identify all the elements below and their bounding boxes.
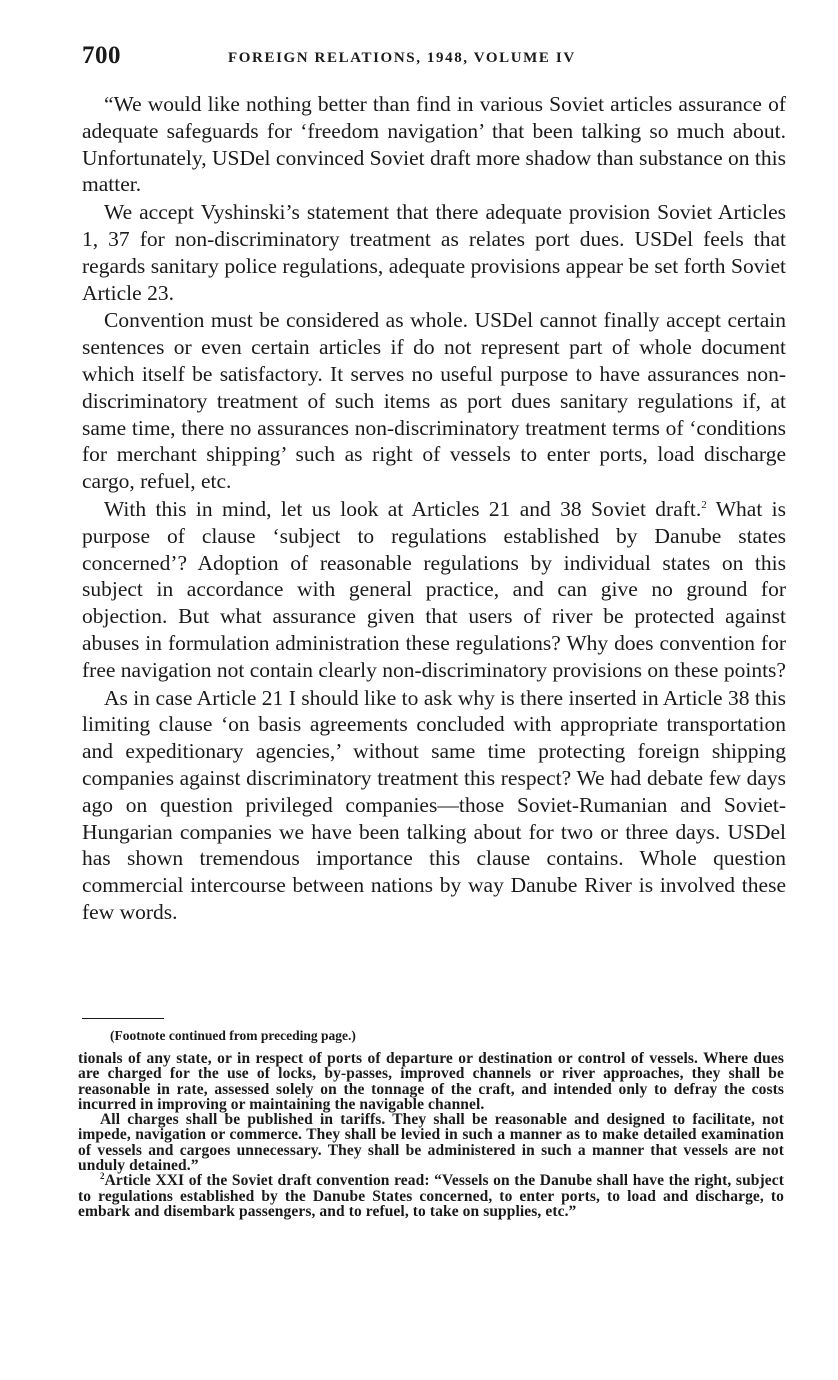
footnote-continued-text: tionals of any state, or in respect of ports of departure or destination or control of vessels. Where dues are charged for the use of locks, by-passes, improved channels or river approaches, they shall be reasonable in rate, assessed solely on the tonnage of the craft, and intended only to defray the costs incurred in improving or maintaining the navigable channel. <box>78 1050 784 1113</box>
footnote-2-marker: 2 <box>100 1171 105 1182</box>
footnote-2 <box>78 1173 784 1219</box>
footnote-continued-label: (Footnote continued from preceding page.) <box>110 1028 356 1043</box>
footnote-divider <box>82 1018 164 1019</box>
paragraph-5: As in case Article 21 I should like to ask why is there inserted in Article 38 this limiting clause ‘on basis agreements concluded with appropriate transportation and expeditionary agencies,’ without same time protecting foreign shipping companies against discriminatory treatment this respect? We had debate few days ago on question privileged companies—those Soviet-Rumanian and Soviet-Hungarian companies we have been talking about for two or three days. USDel has shown tremendous importance this clause contains. Whole question commercial intercourse between nations by way Danube River is involved these few words. <box>82 685 786 924</box>
footnote-2-text: Article XXI of the Soviet draft convention read: “Vessels on the Danube shall have the right, subject to regulations established by the Danube States concerned, to enter ports, to load and discharge, to embark and disembark passengers, and to refuel, to take on supplies, etc.” <box>78 1172 784 1220</box>
body-text <box>82 91 786 927</box>
footnote-continued-text-2: All charges shall be published in tariffs. They shall be reasonable and designed to facilitate, not impede, navigation or commerce. They shall be levied in such a manner as to make detailed examination of vessels and cargoes unnecessary. They shall be administered in such a manner that vessels are not unduly detained.” <box>78 1111 784 1175</box>
page-number: 700 <box>82 42 121 69</box>
paragraph-3: Convention must be considered as whole. USDel cannot finally accept certain sentences or even certain articles if do not represent part of whole document which itself be satisfactory. It serves no useful purpose to have assurances non-discriminatory treatment of such items as port dues sanitary regulations if, at same time, there no assurances non-discriminatory treatment terms of ‘conditions for merchant shipping’ such as right of vessels to enter ports, load discharge cargo, refuel, etc. <box>82 308 786 494</box>
running-head: FOREIGN RELATIONS, 1948, VOLUME IV <box>228 50 576 66</box>
paragraph-4-rest: What is purpose of clause ‘subject to regulations established by Danube states concerned’? Adoption of reasonable regulations by individual states on this subject in accordance with general practice, and can give no ground for objection. But what assurance given that users of river be protected against abuses in formulation administration these regulations? Why does convention for free navigation not contain clearly non-discriminatory provisions on these points? <box>82 496 786 682</box>
paragraph-4-lead: With this in mind, let us look at Articles 21 and 38 Soviet draft. <box>104 496 702 521</box>
paragraph-1: “We would like nothing better than find in various Soviet articles assurance of adequate safeguards for ‘freedom navigation’ that been talking so much about. Unfortunately, USDel convinced Soviet draft more shadow than substance on this matter. <box>82 92 786 197</box>
footnotes <box>78 1051 784 1219</box>
paragraph-4 <box>82 496 786 684</box>
page-header <box>82 42 782 76</box>
paragraph-2: We accept Vyshinski’s statement that there adequate provision Soviet Articles 1, 37 for non-discriminatory treatment as relates port dues. USDel feels that regards sanitary police regulations, adequate provisions appear be set forth Soviet Article 23. <box>82 200 786 305</box>
footnote-ref-2: 2 <box>701 498 707 511</box>
